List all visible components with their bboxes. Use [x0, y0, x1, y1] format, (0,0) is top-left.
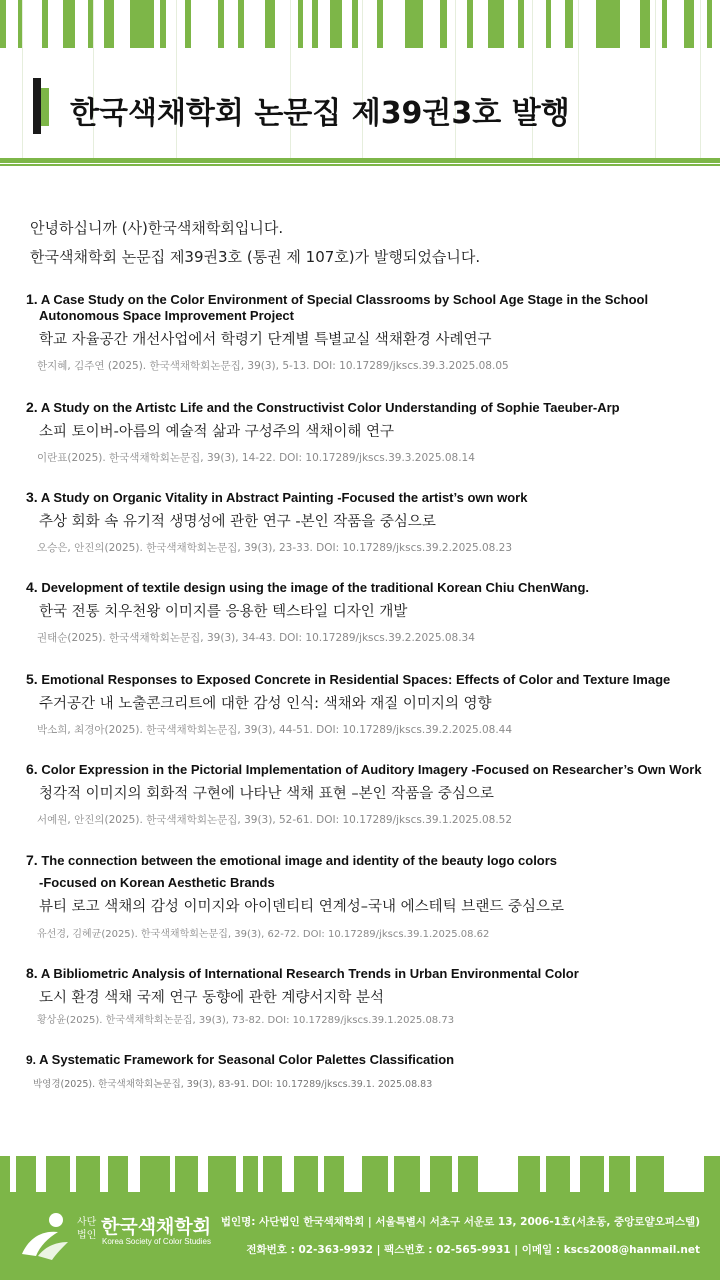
paper-title-ko: 학교 자율공간 개선사업에서 학령기 단계별 특별교실 색채환경 사례연구: [39, 332, 492, 348]
paper-number: 7.: [26, 852, 38, 868]
paper-number: 8.: [26, 965, 38, 981]
paper-item-7: [26, 852, 706, 940]
paper-citation: 권태순(2025). 한국색채학회논문집, 39(3), 34-43. DOI: 10.17289/jkscs.39.2.2025.08.34: [37, 632, 475, 644]
paper-citation: 황상윤(2025). 한국색채학회논문집, 39(3), 73-82. DOI: 10.17289/jkscs.39.1.2025.08.73: [37, 1015, 455, 1026]
title-marker: [33, 78, 41, 134]
paper-title-en: A Case Study on the Color Environment of Special Classrooms by School Age Stage in the School: [40, 292, 649, 307]
paper-item-4: [26, 579, 706, 645]
paper-item-5: [26, 671, 706, 737]
paper-number: 4.: [26, 579, 38, 595]
paper-number: 9.: [26, 1053, 37, 1067]
paper-title-ko: 청각적 이미지의 회화적 구현에 나타난 색채 표현 –본인 작품을 중심으로: [39, 786, 494, 802]
paper-title-ko: 주거공간 내 노출콘크리트에 대한 감성 인식: 색채와 재질 이미지의 영향: [39, 696, 492, 712]
logo-corporate-label: 사단 법인: [77, 1217, 97, 1241]
paper-citation: 박소희, 최경아(2025). 한국색채학회논문집, 39(3), 44-51. DOI: 10.17289/jkscs.39.2.2025.08.44: [37, 724, 513, 736]
intro-announcement: 한국색채학회 논문집 제39권3호 (통권 제 107호)가 발행되었습니다.: [30, 248, 481, 266]
header-divider-thin: [0, 164, 720, 166]
intro-greeting: 안녕하십니까 (사)한국색채학회입니다.: [30, 219, 284, 237]
paper-number: 6.: [26, 761, 38, 777]
paper-number: 2.: [26, 399, 38, 415]
paper-title-en: Color Expression in the Pictorial Implementation of Auditory Imagery -Focused on Researcher’s Own Work: [41, 762, 702, 777]
paper-title-en: Emotional Responses to Exposed Concrete in Residential Spaces: Effects of Color and Texture Image: [41, 672, 671, 687]
paper-item-2: [26, 399, 706, 465]
header-stripes: [0, 0, 720, 160]
paper-item-3: [26, 489, 706, 555]
header-divider: [0, 158, 720, 163]
paper-title-en: A Systematic Framework for Seasonal Color Palettes Classification: [39, 1052, 455, 1067]
paper-item-8: [26, 965, 706, 1026]
paper-item-9: [26, 1052, 706, 1090]
logo-society-name: 한국색채학회: [101, 1216, 212, 1238]
paper-title-ko: 소피 토이버-아름의 예술적 삶과 구성주의 색채이해 연구: [39, 424, 395, 440]
paper-title-en: A Study on Organic Vitality in Abstract Painting -Focused the artist’s own work: [40, 490, 528, 505]
paper-title-en-cont: Autonomous Space Improvement Project: [39, 308, 294, 323]
paper-citation: 서예원, 안진의(2025). 한국색채학회논문집, 39(3), 52-61. DOI: 10.17289/jkscs.39.1.2025.08.52: [37, 814, 513, 826]
paper-citation: 유선경, 김혜균(2025). 한국색채학회논문집, 39(3), 62-72. DOI: 10.17289/jkscs.39.1.2025.08.62: [37, 929, 490, 940]
footer-stripes: [0, 1156, 720, 1192]
footer-contact: 전화번호 : 02-363-9932 | 팩스번호 : 02-565-9931 | 이메일 : kscs2008@hanmail.net: [246, 1244, 700, 1256]
paper-title-ko: 추상 회화 속 유기적 생명성에 관한 연구 -본인 작품을 중심으로: [39, 514, 436, 530]
paper-number: 1.: [26, 291, 38, 307]
paper-number: 3.: [26, 489, 38, 505]
title-marker-accent: [41, 88, 49, 126]
paper-citation: 박영경(2025). 한국색채학회논문집, 39(3), 83-91. DOI: 10.17289/jkscs.39.1. 2025.08.83: [33, 1079, 433, 1090]
paper-title-en: A Study on the Artistc Life and the Constructivist Color Understanding of Sophie Taeuber-Arp: [40, 400, 620, 415]
paper-title-en: A Bibliometric Analysis of International Research Trends in Urban Environmental Color: [40, 966, 579, 981]
footer-address: 법인명: 사단법인 한국색채학회 | 서울특별시 서초구 서운로 13, 2006-1호(서초동, 중앙로얄오피스텔): [220, 1216, 700, 1228]
logo-society-name-en: Korea Society of Color Studies: [102, 1237, 211, 1246]
paper-citation: 오승은, 안진의(2025). 한국색채학회논문집, 39(3), 23-33. DOI: 10.17289/jkscs.39.2.2025.08.23: [37, 542, 513, 554]
paper-title-ko: 뷰티 로고 색채의 감성 이미지와 아이덴티티 연계성–국내 에스테틱 브랜드 중심으로: [39, 899, 564, 915]
paper-title-ko: 한국 전통 치우천왕 이미지를 응용한 텍스타일 디자인 개발: [39, 604, 408, 620]
society-logo-icon: [18, 1210, 73, 1260]
paper-item-6: [26, 761, 706, 827]
paper-title-ko: 도시 환경 색채 국제 연구 동향에 관한 계량서지학 분석: [39, 990, 385, 1006]
page-title: 한국색채학회 논문집 제39권3호 발행: [70, 96, 570, 131]
paper-title-en: Development of textile design using the image of the traditional Korean Chiu ChenWang.: [41, 580, 590, 595]
paper-citation: 이란표(2025). 한국색채학회논문집, 39(3), 14-22. DOI: 10.17289/jkscs.39.3.2025.08.14: [37, 452, 475, 464]
paper-title-en-cont: -Focused on Korean Aesthetic Brands: [39, 875, 275, 890]
paper-citation: 한지혜, 김주연 (2025). 한국색채학회논문집, 39(3), 5-13. DOI: 10.17289/jkscs.39.3.2025.08.05: [37, 360, 509, 372]
paper-item-1: [26, 291, 706, 373]
paper-title-en: The connection between the emotional image and identity of the beauty logo colors: [41, 853, 558, 868]
paper-number: 5.: [26, 671, 38, 687]
